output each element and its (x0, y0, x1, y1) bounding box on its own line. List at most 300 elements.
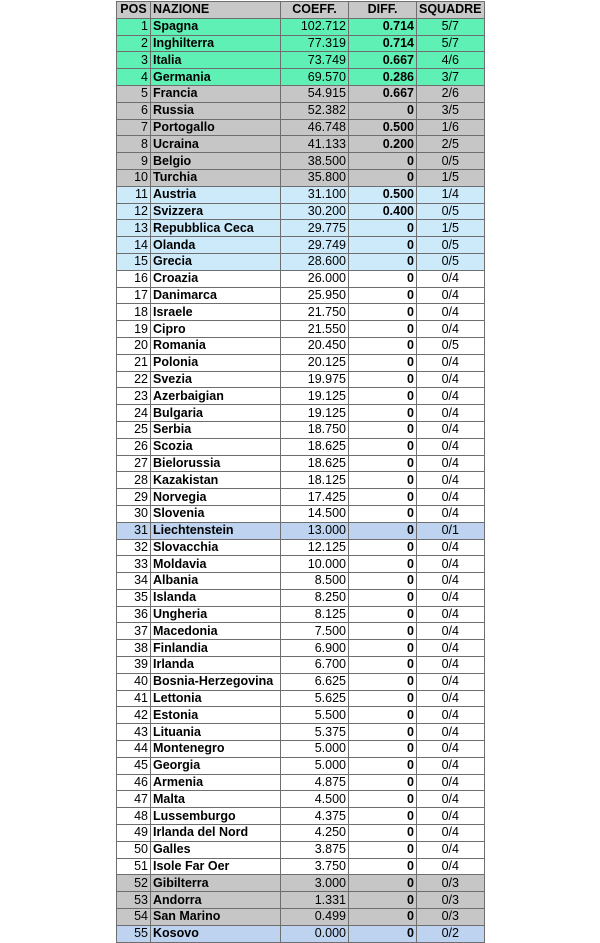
cell-squadre: 3/5 (417, 102, 485, 119)
ranking-table (116, 1, 485, 943)
table-row (117, 405, 485, 422)
table-row (117, 556, 485, 573)
table-row (117, 489, 485, 506)
table-row (117, 69, 485, 86)
cell-pos: 12 (117, 203, 151, 220)
cell-coeff: 25.950 (281, 287, 349, 304)
cell-nazione: Galles (151, 841, 281, 858)
cell-squadre: 0/2 (417, 925, 485, 942)
cell-coeff: 4.250 (281, 825, 349, 842)
table-row (117, 169, 485, 186)
cell-diff: 0 (349, 169, 417, 186)
cell-diff: 0.286 (349, 69, 417, 86)
table-row (117, 421, 485, 438)
table-row (117, 505, 485, 522)
cell-pos: 34 (117, 573, 151, 590)
cell-coeff: 18.125 (281, 472, 349, 489)
cell-pos: 38 (117, 640, 151, 657)
cell-squadre: 0/4 (417, 825, 485, 842)
cell-pos: 36 (117, 606, 151, 623)
cell-nazione: Kosovo (151, 925, 281, 942)
cell-pos: 23 (117, 388, 151, 405)
cell-diff: 0 (349, 102, 417, 119)
cell-nazione: Francia (151, 85, 281, 102)
cell-coeff: 8.125 (281, 606, 349, 623)
cell-pos: 21 (117, 354, 151, 371)
cell-squadre: 0/4 (417, 858, 485, 875)
cell-squadre: 0/5 (417, 203, 485, 220)
cell-diff: 0 (349, 505, 417, 522)
cell-diff: 0 (349, 304, 417, 321)
cell-diff: 0.667 (349, 52, 417, 69)
cell-coeff: 29.749 (281, 237, 349, 254)
table-row (117, 808, 485, 825)
cell-coeff: 29.775 (281, 220, 349, 237)
cell-squadre: 0/4 (417, 690, 485, 707)
cell-pos: 51 (117, 858, 151, 875)
cell-squadre: 1/4 (417, 186, 485, 203)
table-row (117, 438, 485, 455)
cell-diff: 0 (349, 774, 417, 791)
cell-squadre: 0/4 (417, 757, 485, 774)
table-row (117, 337, 485, 354)
cell-diff: 0 (349, 237, 417, 254)
cell-diff: 0 (349, 640, 417, 657)
cell-pos: 47 (117, 791, 151, 808)
cell-diff: 0 (349, 253, 417, 270)
cell-nazione: Croazia (151, 270, 281, 287)
cell-coeff: 4.500 (281, 791, 349, 808)
cell-squadre: 0/4 (417, 489, 485, 506)
cell-nazione: Inghilterra (151, 35, 281, 52)
cell-coeff: 5.375 (281, 724, 349, 741)
cell-squadre: 0/4 (417, 724, 485, 741)
cell-pos: 27 (117, 455, 151, 472)
table-row (117, 52, 485, 69)
table-row (117, 220, 485, 237)
cell-diff: 0 (349, 825, 417, 842)
cell-coeff: 21.550 (281, 321, 349, 338)
cell-diff: 0 (349, 371, 417, 388)
cell-squadre: 0/4 (417, 556, 485, 573)
cell-coeff: 3.000 (281, 875, 349, 892)
cell-diff: 0 (349, 287, 417, 304)
table-row (117, 925, 485, 942)
table-row (117, 774, 485, 791)
cell-squadre: 0/4 (417, 438, 485, 455)
cell-pos: 53 (117, 892, 151, 909)
cell-pos: 15 (117, 253, 151, 270)
cell-nazione: Ungheria (151, 606, 281, 623)
cell-diff: 0.400 (349, 203, 417, 220)
cell-squadre: 0/4 (417, 606, 485, 623)
table-row (117, 119, 485, 136)
cell-coeff: 3.750 (281, 858, 349, 875)
cell-squadre: 0/4 (417, 287, 485, 304)
cell-diff: 0 (349, 220, 417, 237)
cell-coeff: 14.500 (281, 505, 349, 522)
cell-squadre: 5/7 (417, 18, 485, 35)
cell-coeff: 6.900 (281, 640, 349, 657)
cell-nazione: Irlanda (151, 657, 281, 674)
cell-coeff: 26.000 (281, 270, 349, 287)
cell-squadre: 1/5 (417, 220, 485, 237)
cell-nazione: Norvegia (151, 489, 281, 506)
cell-nazione: Estonia (151, 707, 281, 724)
table-row (117, 589, 485, 606)
cell-squadre: 0/4 (417, 707, 485, 724)
header-pos: POS (117, 2, 151, 19)
cell-pos: 31 (117, 522, 151, 539)
table-row (117, 18, 485, 35)
table-row (117, 287, 485, 304)
table-row (117, 623, 485, 640)
cell-diff: 0 (349, 858, 417, 875)
cell-nazione: Italia (151, 52, 281, 69)
cell-coeff: 1.331 (281, 892, 349, 909)
table-row (117, 522, 485, 539)
cell-squadre: 0/4 (417, 741, 485, 758)
cell-nazione: Romania (151, 337, 281, 354)
header-nazione: NAZIONE (151, 2, 281, 19)
header-squadre: SQUADRE (417, 2, 485, 19)
cell-coeff: 4.875 (281, 774, 349, 791)
cell-squadre: 0/4 (417, 573, 485, 590)
cell-coeff: 38.500 (281, 153, 349, 170)
cell-nazione: Bulgaria (151, 405, 281, 422)
cell-coeff: 5.000 (281, 757, 349, 774)
cell-pos: 14 (117, 237, 151, 254)
table-row (117, 892, 485, 909)
table-row (117, 153, 485, 170)
cell-coeff: 5.625 (281, 690, 349, 707)
table-row (117, 841, 485, 858)
cell-nazione: Polonia (151, 354, 281, 371)
cell-coeff: 20.450 (281, 337, 349, 354)
cell-pos: 9 (117, 153, 151, 170)
cell-diff: 0 (349, 707, 417, 724)
table-row (117, 253, 485, 270)
cell-pos: 49 (117, 825, 151, 842)
table-row (117, 354, 485, 371)
cell-pos: 10 (117, 169, 151, 186)
cell-nazione: Georgia (151, 757, 281, 774)
cell-diff: 0 (349, 405, 417, 422)
cell-pos: 32 (117, 539, 151, 556)
cell-diff: 0 (349, 690, 417, 707)
cell-nazione: Grecia (151, 253, 281, 270)
cell-pos: 26 (117, 438, 151, 455)
table-row (117, 371, 485, 388)
table-row (117, 724, 485, 741)
cell-diff: 0.500 (349, 186, 417, 203)
cell-pos: 16 (117, 270, 151, 287)
cell-diff: 0.714 (349, 35, 417, 52)
cell-coeff: 12.125 (281, 539, 349, 556)
cell-nazione: Danimarca (151, 287, 281, 304)
table-row (117, 304, 485, 321)
cell-nazione: Azerbaigian (151, 388, 281, 405)
cell-squadre: 0/4 (417, 841, 485, 858)
cell-squadre: 0/4 (417, 371, 485, 388)
table-row (117, 186, 485, 203)
cell-pos: 5 (117, 85, 151, 102)
cell-coeff: 41.133 (281, 136, 349, 153)
cell-nazione: Slovenia (151, 505, 281, 522)
cell-coeff: 73.749 (281, 52, 349, 69)
cell-squadre: 0/4 (417, 405, 485, 422)
cell-nazione: Gibilterra (151, 875, 281, 892)
cell-coeff: 18.625 (281, 455, 349, 472)
cell-coeff: 4.375 (281, 808, 349, 825)
cell-diff: 0 (349, 421, 417, 438)
cell-nazione: Serbia (151, 421, 281, 438)
cell-coeff: 46.748 (281, 119, 349, 136)
cell-pos: 11 (117, 186, 151, 203)
cell-diff: 0 (349, 606, 417, 623)
cell-coeff: 18.625 (281, 438, 349, 455)
cell-pos: 45 (117, 757, 151, 774)
cell-diff: 0 (349, 270, 417, 287)
cell-nazione: Lituania (151, 724, 281, 741)
cell-pos: 39 (117, 657, 151, 674)
cell-squadre: 0/5 (417, 337, 485, 354)
cell-squadre: 5/7 (417, 35, 485, 52)
table-row (117, 757, 485, 774)
cell-diff: 0.667 (349, 85, 417, 102)
table-row (117, 455, 485, 472)
table-row (117, 270, 485, 287)
cell-coeff: 7.500 (281, 623, 349, 640)
header-row (117, 2, 485, 19)
cell-squadre: 0/4 (417, 354, 485, 371)
cell-diff: 0 (349, 623, 417, 640)
table-row (117, 791, 485, 808)
cell-squadre: 0/4 (417, 421, 485, 438)
cell-coeff: 102.712 (281, 18, 349, 35)
cell-coeff: 19.125 (281, 388, 349, 405)
cell-squadre: 0/4 (417, 673, 485, 690)
cell-nazione: Svizzera (151, 203, 281, 220)
cell-pos: 6 (117, 102, 151, 119)
cell-squadre: 0/4 (417, 505, 485, 522)
cell-diff: 0 (349, 589, 417, 606)
cell-pos: 46 (117, 774, 151, 791)
cell-pos: 55 (117, 925, 151, 942)
cell-squadre: 0/4 (417, 808, 485, 825)
cell-nazione: Belgio (151, 153, 281, 170)
cell-squadre: 1/6 (417, 119, 485, 136)
cell-coeff: 5.500 (281, 707, 349, 724)
cell-diff: 0 (349, 808, 417, 825)
cell-coeff: 0.499 (281, 909, 349, 926)
table-row (117, 606, 485, 623)
cell-diff: 0 (349, 573, 417, 590)
cell-nazione: Cipro (151, 321, 281, 338)
cell-nazione: Macedonia (151, 623, 281, 640)
cell-nazione: Finlandia (151, 640, 281, 657)
cell-squadre: 0/4 (417, 791, 485, 808)
cell-coeff: 3.875 (281, 841, 349, 858)
cell-nazione: Lettonia (151, 690, 281, 707)
cell-pos: 25 (117, 421, 151, 438)
cell-pos: 54 (117, 909, 151, 926)
cell-pos: 29 (117, 489, 151, 506)
cell-nazione: Albania (151, 573, 281, 590)
cell-diff: 0 (349, 925, 417, 942)
cell-nazione: Moldavia (151, 556, 281, 573)
cell-squadre: 0/5 (417, 253, 485, 270)
cell-pos: 50 (117, 841, 151, 858)
cell-nazione: Montenegro (151, 741, 281, 758)
cell-diff: 0.200 (349, 136, 417, 153)
cell-coeff: 8.500 (281, 573, 349, 590)
cell-squadre: 0/4 (417, 270, 485, 287)
cell-nazione: Kazakistan (151, 472, 281, 489)
table-body (117, 18, 485, 942)
cell-pos: 1 (117, 18, 151, 35)
cell-diff: 0 (349, 892, 417, 909)
cell-coeff: 6.625 (281, 673, 349, 690)
cell-nazione: Bosnia-Herzegovina (151, 673, 281, 690)
cell-diff: 0 (349, 724, 417, 741)
cell-nazione: Bielorussia (151, 455, 281, 472)
cell-pos: 8 (117, 136, 151, 153)
cell-nazione: Repubblica Ceca (151, 220, 281, 237)
cell-diff: 0 (349, 455, 417, 472)
cell-squadre: 0/4 (417, 455, 485, 472)
cell-coeff: 30.200 (281, 203, 349, 220)
cell-pos: 3 (117, 52, 151, 69)
cell-coeff: 31.100 (281, 186, 349, 203)
cell-nazione: Irlanda del Nord (151, 825, 281, 842)
cell-pos: 20 (117, 337, 151, 354)
cell-nazione: Andorra (151, 892, 281, 909)
cell-pos: 48 (117, 808, 151, 825)
cell-coeff: 17.425 (281, 489, 349, 506)
cell-diff: 0 (349, 472, 417, 489)
header-coeff: COEFF. (281, 2, 349, 19)
cell-coeff: 20.125 (281, 354, 349, 371)
cell-coeff: 6.700 (281, 657, 349, 674)
cell-squadre: 0/1 (417, 522, 485, 539)
cell-nazione: Malta (151, 791, 281, 808)
cell-coeff: 54.915 (281, 85, 349, 102)
table-row (117, 85, 485, 102)
cell-diff: 0 (349, 337, 417, 354)
cell-pos: 30 (117, 505, 151, 522)
cell-squadre: 0/4 (417, 472, 485, 489)
cell-squadre: 0/4 (417, 657, 485, 674)
cell-nazione: Spagna (151, 18, 281, 35)
cell-diff: 0 (349, 321, 417, 338)
cell-pos: 37 (117, 623, 151, 640)
cell-squadre: 0/4 (417, 304, 485, 321)
cell-diff: 0.500 (349, 119, 417, 136)
cell-coeff: 10.000 (281, 556, 349, 573)
cell-coeff: 8.250 (281, 589, 349, 606)
cell-pos: 43 (117, 724, 151, 741)
cell-diff: 0 (349, 791, 417, 808)
cell-diff: 0.714 (349, 18, 417, 35)
cell-nazione: Portogallo (151, 119, 281, 136)
cell-nazione: Ucraina (151, 136, 281, 153)
cell-pos: 40 (117, 673, 151, 690)
table-row (117, 858, 485, 875)
table-row (117, 203, 485, 220)
cell-squadre: 0/4 (417, 321, 485, 338)
cell-squadre: 0/4 (417, 589, 485, 606)
cell-pos: 41 (117, 690, 151, 707)
cell-diff: 0 (349, 489, 417, 506)
cell-squadre: 0/3 (417, 892, 485, 909)
cell-squadre: 0/5 (417, 237, 485, 254)
cell-diff: 0 (349, 153, 417, 170)
cell-squadre: 3/7 (417, 69, 485, 86)
cell-squadre: 1/5 (417, 169, 485, 186)
cell-pos: 44 (117, 741, 151, 758)
cell-pos: 18 (117, 304, 151, 321)
cell-pos: 22 (117, 371, 151, 388)
cell-coeff: 13.000 (281, 522, 349, 539)
cell-coeff: 69.570 (281, 69, 349, 86)
table-row (117, 825, 485, 842)
cell-coeff: 52.382 (281, 102, 349, 119)
table-row (117, 707, 485, 724)
cell-pos: 28 (117, 472, 151, 489)
cell-coeff: 18.750 (281, 421, 349, 438)
cell-pos: 33 (117, 556, 151, 573)
table-row (117, 237, 485, 254)
cell-coeff: 21.750 (281, 304, 349, 321)
cell-nazione: Islanda (151, 589, 281, 606)
cell-coeff: 19.125 (281, 405, 349, 422)
cell-diff: 0 (349, 909, 417, 926)
cell-nazione: Russia (151, 102, 281, 119)
cell-pos: 24 (117, 405, 151, 422)
table-row (117, 35, 485, 52)
cell-squadre: 0/3 (417, 875, 485, 892)
cell-diff: 0 (349, 354, 417, 371)
cell-pos: 4 (117, 69, 151, 86)
cell-coeff: 0.000 (281, 925, 349, 942)
table-row (117, 640, 485, 657)
cell-squadre: 0/4 (417, 539, 485, 556)
cell-pos: 2 (117, 35, 151, 52)
cell-squadre: 0/4 (417, 623, 485, 640)
table-row (117, 673, 485, 690)
cell-diff: 0 (349, 841, 417, 858)
cell-squadre: 0/4 (417, 388, 485, 405)
cell-diff: 0 (349, 875, 417, 892)
cell-nazione: Slovacchia (151, 539, 281, 556)
cell-squadre: 2/6 (417, 85, 485, 102)
cell-nazione: Germania (151, 69, 281, 86)
cell-diff: 0 (349, 522, 417, 539)
cell-coeff: 5.000 (281, 741, 349, 758)
cell-diff: 0 (349, 741, 417, 758)
table-row (117, 909, 485, 926)
cell-squadre: 2/5 (417, 136, 485, 153)
cell-pos: 35 (117, 589, 151, 606)
cell-nazione: Olanda (151, 237, 281, 254)
table-row (117, 136, 485, 153)
cell-pos: 52 (117, 875, 151, 892)
cell-squadre: 4/6 (417, 52, 485, 69)
cell-diff: 0 (349, 673, 417, 690)
cell-pos: 7 (117, 119, 151, 136)
cell-coeff: 28.600 (281, 253, 349, 270)
